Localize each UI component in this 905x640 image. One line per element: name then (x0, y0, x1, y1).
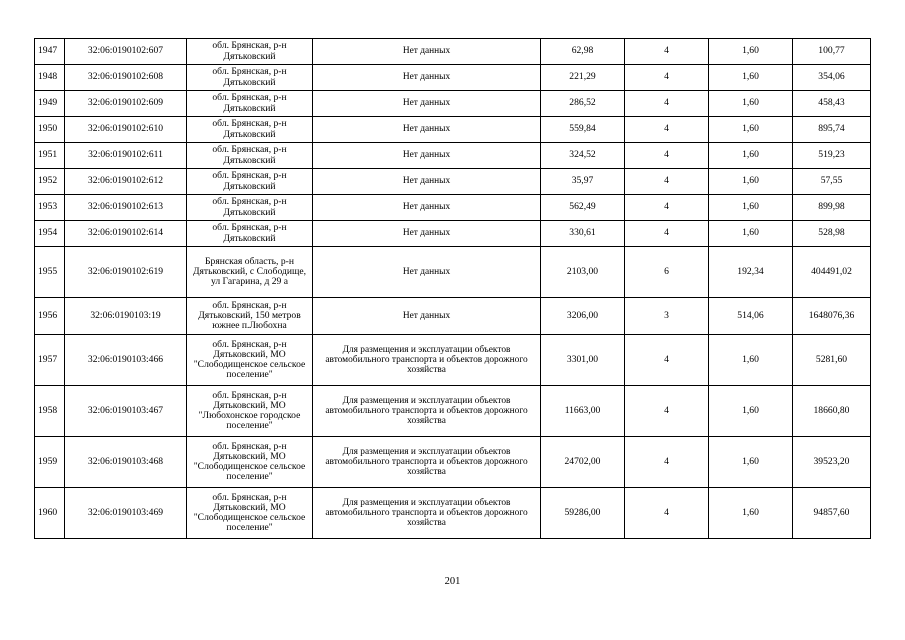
row-number-cell: 1957 (35, 335, 65, 386)
table-row (35, 65, 871, 91)
cadastral-number-cell: 32:06:0190102:608 (65, 65, 187, 91)
cadastral-number-cell: 32:06:0190103:467 (65, 386, 187, 437)
address-cell: обл. Брянская, р-н Дятьковский (187, 65, 313, 91)
address-cell: обл. Брянская, р-н Дятьковский, МО "Слободищенское сельское поселение" (187, 488, 313, 539)
row-number-cell: 1958 (35, 386, 65, 437)
permitted-use-cell: Нет данных (313, 247, 541, 298)
area-cell: 24702,00 (541, 437, 625, 488)
cadastral-value-cell: 519,23 (793, 143, 871, 169)
cadastral-number-cell: 32:06:0190102:619 (65, 247, 187, 298)
cadastral-value-cell: 528,98 (793, 221, 871, 247)
area-cell: 221,29 (541, 65, 625, 91)
address-cell: обл. Брянская, р-н Дятьковский, 150 метров южнее п.Любохна (187, 298, 313, 335)
specific-value-cell: 1,60 (709, 117, 793, 143)
area-cell: 35,97 (541, 169, 625, 195)
specific-value-cell: 1,60 (709, 195, 793, 221)
group-cell: 4 (625, 221, 709, 247)
address-cell: Брянская область, р-н Дятьковский, с Слободище, ул Гагарина, д 29 а (187, 247, 313, 298)
cadastral-value-cell: 458,43 (793, 91, 871, 117)
group-cell: 4 (625, 169, 709, 195)
row-number-cell: 1954 (35, 221, 65, 247)
permitted-use-cell: Нет данных (313, 91, 541, 117)
table-row (35, 335, 871, 386)
area-cell: 3301,00 (541, 335, 625, 386)
group-cell: 4 (625, 335, 709, 386)
permitted-use-cell: Нет данных (313, 143, 541, 169)
table-body (35, 39, 871, 539)
area-cell: 286,52 (541, 91, 625, 117)
permitted-use-cell: Нет данных (313, 195, 541, 221)
area-cell: 324,52 (541, 143, 625, 169)
row-number-cell: 1960 (35, 488, 65, 539)
specific-value-cell: 1,60 (709, 386, 793, 437)
table-row (35, 221, 871, 247)
area-cell: 59286,00 (541, 488, 625, 539)
area-cell: 2103,00 (541, 247, 625, 298)
table-row (35, 247, 871, 298)
cadastral-value-cell: 57,55 (793, 169, 871, 195)
cadastral-number-cell: 32:06:0190102:609 (65, 91, 187, 117)
cadastral-number-cell: 32:06:0190103:468 (65, 437, 187, 488)
group-cell: 4 (625, 386, 709, 437)
row-number-cell: 1947 (35, 39, 65, 65)
specific-value-cell: 514,06 (709, 298, 793, 335)
group-cell: 6 (625, 247, 709, 298)
cadastral-value-cell: 895,74 (793, 117, 871, 143)
group-cell: 4 (625, 437, 709, 488)
table-row (35, 195, 871, 221)
land-register-table (34, 38, 871, 539)
specific-value-cell: 1,60 (709, 437, 793, 488)
table-row (35, 169, 871, 195)
group-cell: 4 (625, 143, 709, 169)
area-cell: 3206,00 (541, 298, 625, 335)
area-cell: 62,98 (541, 39, 625, 65)
row-number-cell: 1950 (35, 117, 65, 143)
table-row (35, 488, 871, 539)
permitted-use-cell: Нет данных (313, 65, 541, 91)
table-row (35, 117, 871, 143)
cadastral-value-cell: 1648076,36 (793, 298, 871, 335)
row-number-cell: 1953 (35, 195, 65, 221)
cadastral-value-cell: 18660,80 (793, 386, 871, 437)
address-cell: обл. Брянская, р-н Дятьковский (187, 221, 313, 247)
group-cell: 4 (625, 488, 709, 539)
address-cell: обл. Брянская, р-н Дятьковский (187, 39, 313, 65)
address-cell: обл. Брянская, р-н Дятьковский, МО "Слободищенское сельское поселение" (187, 335, 313, 386)
row-number-cell: 1949 (35, 91, 65, 117)
table-row (35, 298, 871, 335)
cadastral-value-cell: 100,77 (793, 39, 871, 65)
area-cell: 562,49 (541, 195, 625, 221)
permitted-use-cell: Для размещения и эксплуатации объектов автомобильного транспорта и объектов дорожного хозяйства (313, 386, 541, 437)
group-cell: 4 (625, 65, 709, 91)
cadastral-number-cell: 32:06:0190103:469 (65, 488, 187, 539)
address-cell: обл. Брянская, р-н Дятьковский (187, 143, 313, 169)
specific-value-cell: 1,60 (709, 169, 793, 195)
table-row (35, 437, 871, 488)
group-cell: 4 (625, 91, 709, 117)
address-cell: обл. Брянская, р-н Дятьковский (187, 195, 313, 221)
cadastral-number-cell: 32:06:0190102:610 (65, 117, 187, 143)
permitted-use-cell: Нет данных (313, 298, 541, 335)
address-cell: обл. Брянская, р-н Дятьковский (187, 91, 313, 117)
group-cell: 4 (625, 195, 709, 221)
cadastral-value-cell: 39523,20 (793, 437, 871, 488)
specific-value-cell: 1,60 (709, 143, 793, 169)
row-number-cell: 1955 (35, 247, 65, 298)
row-number-cell: 1951 (35, 143, 65, 169)
row-number-cell: 1959 (35, 437, 65, 488)
specific-value-cell: 1,60 (709, 91, 793, 117)
cadastral-number-cell: 32:06:0190103:19 (65, 298, 187, 335)
specific-value-cell: 192,34 (709, 247, 793, 298)
cadastral-value-cell: 5281,60 (793, 335, 871, 386)
permitted-use-cell: Для размещения и эксплуатации объектов автомобильного транспорта и объектов дорожного хозяйства (313, 437, 541, 488)
row-number-cell: 1952 (35, 169, 65, 195)
group-cell: 4 (625, 39, 709, 65)
row-number-cell: 1956 (35, 298, 65, 335)
area-cell: 330,61 (541, 221, 625, 247)
permitted-use-cell: Для размещения и эксплуатации объектов автомобильного транспорта и объектов дорожного хозяйства (313, 488, 541, 539)
cadastral-number-cell: 32:06:0190102:607 (65, 39, 187, 65)
page-number: 201 (444, 576, 461, 587)
table-row (35, 91, 871, 117)
address-cell: обл. Брянская, р-н Дятьковский (187, 117, 313, 143)
address-cell: обл. Брянская, р-н Дятьковский (187, 169, 313, 195)
cadastral-value-cell: 354,06 (793, 65, 871, 91)
table-row (35, 386, 871, 437)
cadastral-value-cell: 404491,02 (793, 247, 871, 298)
cadastral-number-cell: 32:06:0190102:612 (65, 169, 187, 195)
table-row (35, 143, 871, 169)
group-cell: 4 (625, 117, 709, 143)
specific-value-cell: 1,60 (709, 65, 793, 91)
permitted-use-cell: Для размещения и эксплуатации объектов автомобильного транспорта и объектов дорожного хозяйства (313, 335, 541, 386)
specific-value-cell: 1,60 (709, 221, 793, 247)
group-cell: 3 (625, 298, 709, 335)
cadastral-number-cell: 32:06:0190103:466 (65, 335, 187, 386)
cadastral-number-cell: 32:06:0190102:613 (65, 195, 187, 221)
address-cell: обл. Брянская, р-н Дятьковский, МО "Любохонское городское поселение" (187, 386, 313, 437)
cadastral-number-cell: 32:06:0190102:614 (65, 221, 187, 247)
table-row (35, 39, 871, 65)
specific-value-cell: 1,60 (709, 39, 793, 65)
permitted-use-cell: Нет данных (313, 39, 541, 65)
area-cell: 559,84 (541, 117, 625, 143)
area-cell: 11663,00 (541, 386, 625, 437)
address-cell: обл. Брянская, р-н Дятьковский, МО "Слободищенское сельское поселение" (187, 437, 313, 488)
specific-value-cell: 1,60 (709, 488, 793, 539)
permitted-use-cell: Нет данных (313, 221, 541, 247)
permitted-use-cell: Нет данных (313, 117, 541, 143)
permitted-use-cell: Нет данных (313, 169, 541, 195)
cadastral-value-cell: 899,98 (793, 195, 871, 221)
cadastral-value-cell: 94857,60 (793, 488, 871, 539)
row-number-cell: 1948 (35, 65, 65, 91)
specific-value-cell: 1,60 (709, 335, 793, 386)
cadastral-number-cell: 32:06:0190102:611 (65, 143, 187, 169)
